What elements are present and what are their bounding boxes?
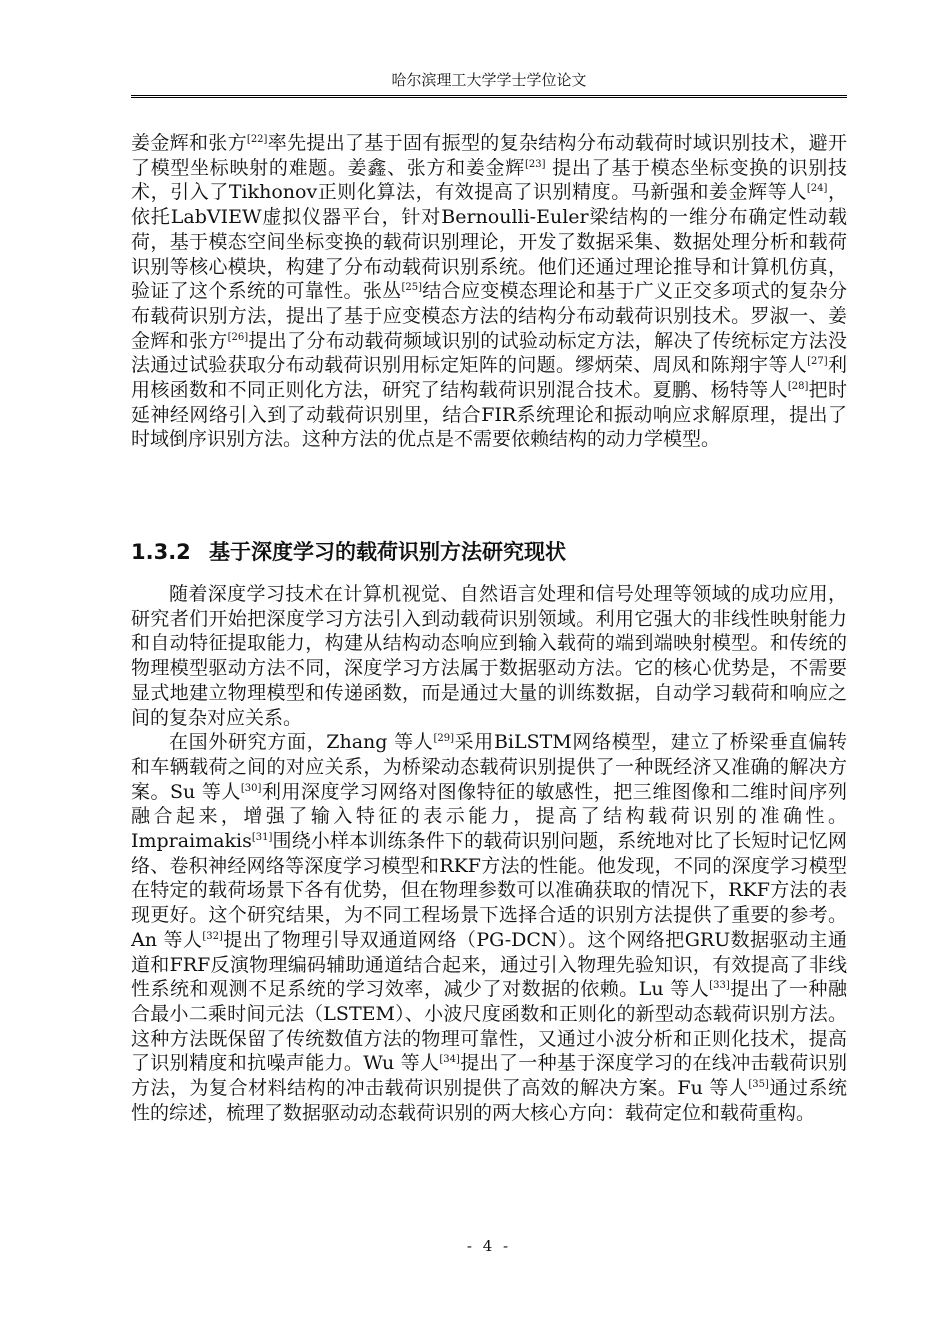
paragraph-intro-deep-learning: [131, 582, 847, 730]
citation: [29]: [433, 733, 454, 745]
paragraph-foreign-research: [131, 730, 847, 1125]
citation: [25]: [401, 282, 422, 294]
text-run: 围绕小样本训练条件下的载荷识别问题，系统地对比了长短时记忆网络、卷积神经网络等深度学习模型和RKF方法的性能。他发现，不同的深度学习模型在特定的载荷场景下各有优势，但在物理参数可以准确获取的情况下，RKF方法的表现更好。这个研究结果，为不同工程场景下选择合适的识别方法提供了重要的参考。An 等人: [131, 830, 847, 951]
citation: [34]: [439, 1054, 460, 1066]
citation: [23]: [524, 158, 546, 170]
text-run: 提出了基于模态坐标变换的识别技术，引入了Tikhonov正则化算法，有效提高了识别精度。马新强和姜金辉等人: [131, 156, 847, 204]
citation: [28]: [787, 381, 809, 393]
text-run: 通过系统性的综述，梳理了数据驱动动态载荷识别的两大核心方向：载荷定位和载荷重构。: [131, 1077, 847, 1124]
citation: [26]: [227, 331, 249, 343]
section-title: 基于深度学习的载荷识别方法研究现状: [209, 540, 566, 564]
text-run: ，依托LabVIEW虚拟仪器平台，针对Bernoulli-Euler梁结构的一维分布确定性动载荷，基于模态空间坐标变换的载荷识别理论，开发了数据采集、数据处理分析和载荷识别等核心模块，构建了分布动载荷识别系统。他们还通过理论推导和计算机仿真，验证了这个系统的可靠性。张丛: [131, 181, 847, 303]
citation: [24]: [806, 183, 828, 195]
text-run: 提出了物理引导双通道网络（PG-DCN）。这个网络把GRU数据驱动主通道和FRF反演物理编码辅助通道结合起来，通过引入物理先验知识，有效提高了非线性系统和观测不足系统的学习效率，减少了对数据的依赖。Lu 等人: [131, 928, 847, 1001]
section-heading: [131, 538, 847, 566]
text-run: 姜金辉和张方: [131, 132, 247, 154]
citation: [32]: [202, 930, 223, 942]
text-run: 结合应变模态理论和基于广义正交多项式的复杂分布载荷识别方法，提出了基于应变模态方法的结构分布动载荷识别技术。罗淑一、姜金辉和张方: [131, 280, 847, 352]
citation: [33]: [709, 980, 730, 992]
text-run: 把时延神经网络引入到了动载荷识别里，结合FIR系统理论和振动响应求解原理，提出了时域倒序识别方法。这种方法的优点是不需要依赖结构的动力学模型。: [131, 379, 847, 451]
page-header: [131, 70, 847, 98]
section-number: 1.3.2: [131, 540, 191, 564]
citation: [27]: [807, 356, 828, 368]
paragraphs-deep-learning: [131, 582, 847, 1125]
text-run: 率先提出了基于固有振型的复杂结构分布动载荷时域识别技术，避开了模型坐标映射的难题。姜鑫、张方和姜金辉: [131, 132, 847, 179]
paragraph-distributed-load-identification: [131, 131, 847, 452]
text-run: 利用深度学习网络对图像特征的敏感性，把三维图像和二维时间序列融合起来，增强了输入特征的表示能力，提高了结构载荷识别的准确性。Impraimakis: [131, 780, 847, 853]
page-number: [131, 1236, 847, 1256]
citation: [22]: [246, 134, 268, 145]
header-title: 哈尔滨理工大学学士学位论文: [391, 71, 587, 89]
text-run: 在国外研究方面，Zhang 等人: [169, 731, 434, 754]
text-run: 利用核函数和不同正则化方法，研究了结构载荷识别混合技术。夏鹏、杨特等人: [131, 354, 847, 402]
text-run: 提出了一种融合最小二乘时间元法（LSTEM）、小波尺度函数和正则化的新型动态载荷识别方法。这种方法既保留了传统数值方法的物理可靠性，又通过小波分析和正则化技术，提高了识别精度和抗噪声能力。Wu 等人: [131, 978, 847, 1075]
citation: [30]: [240, 782, 262, 794]
page-number-text: - 4 -: [466, 1237, 512, 1255]
text-run: 提出了分布动载荷频域识别的试验动标定方法，解决了传统标定方法没法通过试验获取分布动载荷识别用标定矩阵的问题。缪炳荣、周凤和陈翔宇等人: [131, 329, 847, 377]
citation: [35]: [748, 1079, 769, 1091]
text-run: 提出了一种基于深度学习的在线冲击载荷识别方法，为复合材料结构的冲击载荷识别提供了高效的解决方案。Fu 等人: [131, 1052, 847, 1100]
citation: [31]: [251, 832, 273, 844]
text-run: 采用BiLSTM网络模型，建立了桥梁垂直偏转和车辆载荷之间的对应关系，为桥梁动态载荷识别提供了一种既经济又准确的解决方案。Su 等人: [131, 731, 847, 803]
text-run: 随着深度学习技术在计算机视觉、自然语言处理和信号处理等领域的成功应用，研究者们开始把深度学习方法引入到动载荷识别领域。利用它强大的非线性映射能力和自动特征提取能力，构建从结构动态响应到输入载荷的端到端映射模型。和传统的物理模型驱动方法不同，深度学习方法属于数据驱动方法。它的核心优势是，不需要显式地建立物理模型和传递函数，而是通过大量的训练数据，自动学习载荷和响应之间的复杂对应关系。: [131, 583, 847, 729]
